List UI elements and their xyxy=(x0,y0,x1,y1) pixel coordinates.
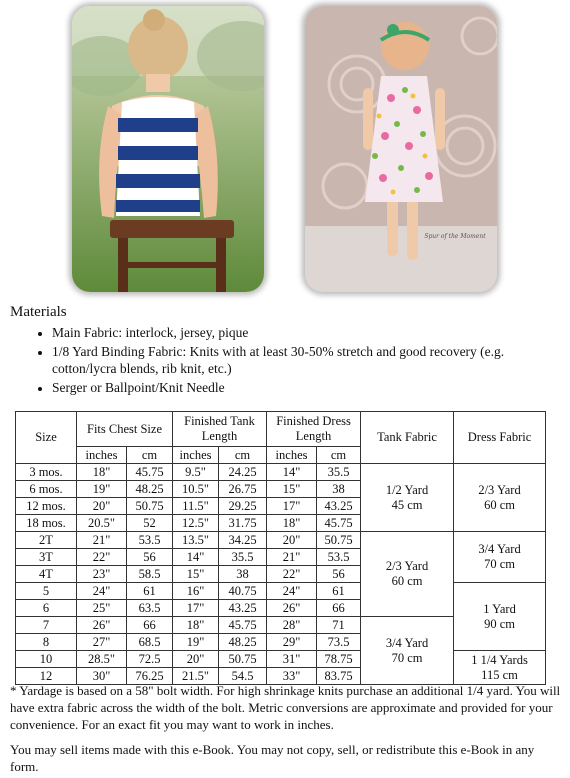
cell-tank-in: 13.5" xyxy=(173,532,219,549)
cell-tank-in: 10.5" xyxy=(173,481,219,498)
cell-size: 6 xyxy=(16,600,77,617)
unit-inches: inches xyxy=(267,447,317,464)
header-size: Size xyxy=(16,412,77,464)
license-notice: You may sell items made with this e-Book. You may not copy, sell, or redistribute this e-Book in any form. xyxy=(10,742,535,774)
cell-dress-cm: 83.75 xyxy=(317,668,361,685)
cell-dress-cm: 78.75 xyxy=(317,651,361,668)
photo-watermark: Spur of the Moment xyxy=(424,233,486,240)
cell-chest-cm: 58.5 xyxy=(127,566,173,583)
cell-dress-cm: 71 xyxy=(317,617,361,634)
cell-chest-cm: 50.75 xyxy=(127,498,173,515)
cell-tank-cm: 29.25 xyxy=(219,498,267,515)
cell-chest-in: 26" xyxy=(77,617,127,634)
cell-dress-in: 33" xyxy=(267,668,317,685)
cell-tank-in: 11.5" xyxy=(173,498,219,515)
cell-tank-in: 18" xyxy=(173,617,219,634)
cell-dress-cm: 73.5 xyxy=(317,634,361,651)
cell-dress-in: 22" xyxy=(267,566,317,583)
yardage-footnote: * Yardage is based on a 58" bolt width. For high shrinkage knits purchase an additional 1/4 yard. You will have extra fabric across the width of the bolt. Metric conversions are approximate and provided for your convenience. For an exact fit you may want to work in inches. xyxy=(10,683,561,732)
cell-dress-cm: 50.75 xyxy=(317,532,361,549)
cell-chest-in: 24" xyxy=(77,583,127,600)
header-tank-fabric: Tank Fabric xyxy=(361,412,454,464)
cell-chest-cm: 72.5 xyxy=(127,651,173,668)
cell-chest-in: 20" xyxy=(77,498,127,515)
cell-tank-cm: 24.25 xyxy=(219,464,267,481)
cell-dress-cm: 61 xyxy=(317,583,361,600)
cell-tank-cm: 54.5 xyxy=(219,668,267,685)
dress-fabric-yard: 2/3 Yard xyxy=(478,482,521,497)
table-row xyxy=(16,651,546,668)
cell-dress-in: 15" xyxy=(267,481,317,498)
cell-tank-cm: 45.75 xyxy=(219,617,267,634)
cell-tank-cm: 34.25 xyxy=(219,532,267,549)
cell-tank-in: 12.5" xyxy=(173,515,219,532)
dress-fabric-cm: 115 cm xyxy=(481,667,518,682)
tank-fabric-cell xyxy=(361,617,454,685)
cell-chest-cm: 63.5 xyxy=(127,600,173,617)
cell-tank-in: 15" xyxy=(173,566,219,583)
unit-inches: inches xyxy=(173,447,219,464)
cell-size: 8 xyxy=(16,634,77,651)
unit-inches: inches xyxy=(77,447,127,464)
cell-chest-cm: 45.75 xyxy=(127,464,173,481)
table-row xyxy=(16,583,546,600)
dress-fabric-yard: 3/4 Yard xyxy=(478,542,521,556)
cell-dress-cm: 35.5 xyxy=(317,464,361,481)
dress-fabric-cell xyxy=(454,651,546,685)
cell-size: 5 xyxy=(16,583,77,600)
girl-striped-tank-photo xyxy=(72,6,264,292)
cell-size: 7 xyxy=(16,617,77,634)
tank-fabric-yard: 3/4 Yard xyxy=(385,635,429,650)
tank-fabric-yard: 2/3 Yard xyxy=(385,559,429,573)
tank-fabric-cell xyxy=(361,464,454,532)
materials-list xyxy=(10,324,560,396)
cell-tank-in: 9.5" xyxy=(173,464,219,481)
cell-dress-in: 18" xyxy=(267,515,317,532)
header-dress-length: Finished Dress Length xyxy=(267,412,361,447)
cell-chest-in: 21" xyxy=(77,532,127,549)
cell-chest-in: 28.5" xyxy=(77,651,127,668)
cell-dress-in: 26" xyxy=(267,600,317,617)
unit-cm: cm xyxy=(317,447,361,464)
cell-dress-in: 29" xyxy=(267,634,317,651)
cell-size: 18 mos. xyxy=(16,515,77,532)
cell-tank-cm: 38 xyxy=(219,566,267,583)
cell-tank-in: 20" xyxy=(173,651,219,668)
header-tank-length: Finished Tank Length xyxy=(173,412,267,447)
cell-dress-in: 31" xyxy=(267,651,317,668)
cell-chest-in: 25" xyxy=(77,600,127,617)
cell-dress-cm: 45.75 xyxy=(317,515,361,532)
cell-chest-in: 18" xyxy=(77,464,127,481)
table-row xyxy=(16,464,546,481)
dress-fabric-cm: 70 cm xyxy=(484,557,515,571)
cell-chest-cm: 53.5 xyxy=(127,532,173,549)
cell-tank-cm: 48.25 xyxy=(219,634,267,651)
materials-section xyxy=(10,304,560,398)
cell-size: 3T xyxy=(16,549,77,566)
cell-chest-cm: 61 xyxy=(127,583,173,600)
dress-fabric-yard: 1 1/4 Yards xyxy=(471,652,528,667)
cell-tank-in: 17" xyxy=(173,600,219,617)
dress-fabric-yard: 1 Yard xyxy=(483,601,516,616)
dress-fabric-cell xyxy=(454,464,546,532)
cell-chest-cm: 76.25 xyxy=(127,668,173,685)
cell-chest-in: 22" xyxy=(77,549,127,566)
materials-item-binding-fabric: • 1/8 Yard Binding Fabric: Knits with at least 30-50% stretch and good recovery (e.g. cotton/lycra blends, rib knit, etc.) xyxy=(52,343,560,377)
materials-item-main-fabric: • Main Fabric: interlock, jersey, pique xyxy=(52,324,560,341)
cell-tank-cm: 26.75 xyxy=(219,481,267,498)
cell-dress-in: 21" xyxy=(267,549,317,566)
cell-dress-cm: 56 xyxy=(317,566,361,583)
cell-chest-in: 23" xyxy=(77,566,127,583)
cell-dress-cm: 66 xyxy=(317,600,361,617)
dress-fabric-cm: 90 cm xyxy=(484,616,515,631)
cell-size: 2T xyxy=(16,532,77,549)
cell-chest-in: 20.5" xyxy=(77,515,127,532)
tank-fabric-cm: 45 cm xyxy=(391,497,423,512)
cell-size: 10 xyxy=(16,651,77,668)
cell-dress-cm: 53.5 xyxy=(317,549,361,566)
cell-chest-cm: 48.25 xyxy=(127,481,173,498)
cell-size: 4T xyxy=(16,566,77,583)
cell-tank-cm: 31.75 xyxy=(219,515,267,532)
cell-tank-in: 14" xyxy=(173,549,219,566)
cell-dress-in: 14" xyxy=(267,464,317,481)
cell-tank-in: 21.5" xyxy=(173,668,219,685)
tank-fabric-cm: 60 cm xyxy=(391,574,423,588)
table-row xyxy=(16,532,546,549)
tank-fabric-yard: 1/2 Yard xyxy=(385,482,429,497)
cell-dress-in: 17" xyxy=(267,498,317,515)
cell-chest-cm: 66 xyxy=(127,617,173,634)
cell-chest-in: 30" xyxy=(77,668,127,685)
unit-cm: cm xyxy=(127,447,173,464)
dress-fabric-cm: 60 cm xyxy=(484,497,515,512)
cell-chest-cm: 52 xyxy=(127,515,173,532)
cell-dress-in: 24" xyxy=(267,583,317,600)
dress-fabric-cell xyxy=(454,583,546,651)
cell-dress-cm: 38 xyxy=(317,481,361,498)
cell-size: 3 mos. xyxy=(16,464,77,481)
cell-chest-in: 27" xyxy=(77,634,127,651)
cell-dress-in: 28" xyxy=(267,617,317,634)
tank-fabric-cm: 70 cm xyxy=(391,650,423,665)
dress-fabric-cell xyxy=(454,532,546,583)
cell-dress-in: 20" xyxy=(267,532,317,549)
unit-cm: cm xyxy=(219,447,267,464)
girl-floral-dress-photo xyxy=(305,6,497,292)
cell-dress-cm: 43.25 xyxy=(317,498,361,515)
size-chart-table xyxy=(15,411,546,685)
header-dress-fabric: Dress Fabric xyxy=(454,412,546,464)
cell-tank-cm: 43.25 xyxy=(219,600,267,617)
cell-tank-cm: 40.75 xyxy=(219,583,267,600)
cell-tank-cm: 50.75 xyxy=(219,651,267,668)
cell-size: 6 mos. xyxy=(16,481,77,498)
cell-size: 12 xyxy=(16,668,77,685)
cell-size: 12 mos. xyxy=(16,498,77,515)
cell-chest-cm: 56 xyxy=(127,549,173,566)
header-chest: Fits Chest Size xyxy=(77,412,173,447)
cell-chest-cm: 68.5 xyxy=(127,634,173,651)
cell-chest-in: 19" xyxy=(77,481,127,498)
tank-fabric-cell xyxy=(361,532,454,617)
materials-item-needle: • Serger or Ballpoint/Knit Needle xyxy=(52,379,560,396)
cell-tank-in: 16" xyxy=(173,583,219,600)
cell-tank-cm: 35.5 xyxy=(219,549,267,566)
cell-tank-in: 19" xyxy=(173,634,219,651)
materials-heading: Materials xyxy=(10,304,67,320)
